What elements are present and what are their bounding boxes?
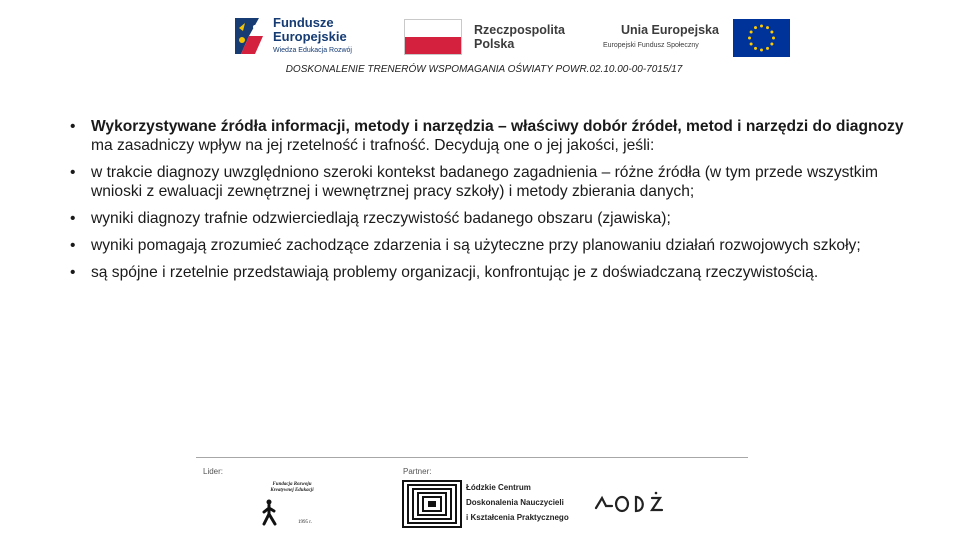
rzeczpospolita-name xyxy=(474,23,565,51)
eu-flag-icon xyxy=(733,19,790,57)
fundusze-line1: Fundusze xyxy=(273,15,334,30)
eu-star-icon xyxy=(754,47,757,50)
lcdnikp-line: Łódzkie Centrum xyxy=(466,483,531,492)
unia-europejska-subtitle: Europejski Fundusz Społeczny xyxy=(603,42,699,49)
bullet-text: są spójne i rzetelnie przedstawiają problemy organizacji, konfrontując je z doświadczaną rzeczywistością. xyxy=(91,264,819,281)
bullet-bold-text: Wykorzystywane źródła informacji, metody i narzędzia – właściwy dobór źródeł, metod i narzędzi do diagnozy xyxy=(91,118,904,135)
fundusze-europejskie-logo xyxy=(233,14,375,58)
bullet-dot: • xyxy=(70,237,76,254)
fundusze-europejskie-name xyxy=(273,16,347,44)
lcdnikp-line: Doskonalenia Nauczycieli xyxy=(466,498,564,507)
bullet-dot: • xyxy=(70,164,76,181)
bullet-item xyxy=(70,263,920,282)
lcdnikp-name xyxy=(466,480,569,525)
bullet-dot: • xyxy=(70,118,76,135)
eu-star-icon xyxy=(766,47,769,50)
bullet-dot: • xyxy=(70,210,76,227)
eu-star-icon xyxy=(760,25,763,28)
bullet-text: wyniki diagnozy trafnie odzwierciedlają rzeczywistość badanego obszaru (zjawiska); xyxy=(91,210,671,227)
eu-star-icon xyxy=(748,37,751,40)
bullet-list xyxy=(70,117,920,290)
fundusze-line2: Europejskie xyxy=(273,29,347,44)
eu-star-icon xyxy=(754,26,757,29)
footer-divider xyxy=(196,457,748,458)
rzeczpospolita-polska-logo xyxy=(404,19,574,57)
lider-label: Lider: xyxy=(203,467,224,476)
walking-figure-icon xyxy=(256,478,326,528)
eu-star-icon xyxy=(772,37,775,40)
bullet-text: ma zasadniczy wpływ na jej rzetelność i trafność. Decydują one o jej jakości, jeśli: xyxy=(91,137,655,154)
fundacja-name: Fundacja Rozwoju Kreatywnej Edukacji xyxy=(270,482,314,493)
partner-label: Partner: xyxy=(403,467,432,476)
rzeczpospolita-line1: Rzeczpospolita xyxy=(474,23,565,37)
fundusze-europejskie-flag-icon xyxy=(233,14,269,58)
polish-flag-icon xyxy=(404,19,462,55)
eu-star-icon xyxy=(760,49,763,52)
eu-star-icon xyxy=(750,43,753,46)
eu-star-icon xyxy=(766,26,769,29)
lcdnikp-logo-icon xyxy=(402,480,462,528)
bullet-item xyxy=(70,236,920,255)
lcdnikp-line: i Kształcenia Praktycznego xyxy=(466,513,569,522)
bullet-item xyxy=(70,209,920,228)
fundusze-subtitle: Wiedza Edukacja Rozwój xyxy=(273,47,352,54)
bullet-dot: • xyxy=(70,264,76,281)
unia-europejska-title: Unia Europejska xyxy=(621,23,719,37)
lodz-city-logo xyxy=(592,490,672,516)
fundacja-year: 1995 r. xyxy=(298,520,312,525)
eu-star-icon xyxy=(750,31,753,34)
bullet-item xyxy=(70,117,920,155)
project-caption: DOSKONALENIE TRENERÓW WSPOMAGANIA OŚWIATY POWR.02.10.00-00-7015/17 xyxy=(285,64,683,75)
eu-star-icon xyxy=(770,43,773,46)
bullet-item xyxy=(70,163,920,201)
fundacja-logo xyxy=(256,478,326,528)
rzeczpospolita-line2: Polska xyxy=(474,37,515,51)
bullet-text: w trakcie diagnozy uwzględniono szeroki kontekst badanego zagadnienia – różne źródła (w tym przede wszystkim wnioski z ewaluacji zewnętrznej i wewnętrznej pracy szkoły) i metody zbierania danych; xyxy=(91,164,879,200)
eu-star-icon xyxy=(770,31,773,34)
bullet-text: wyniki pomagają zrozumieć zachodzące zdarzenia i są użyteczne przy planowaniu działań rozwojowych szkoły; xyxy=(91,237,861,254)
